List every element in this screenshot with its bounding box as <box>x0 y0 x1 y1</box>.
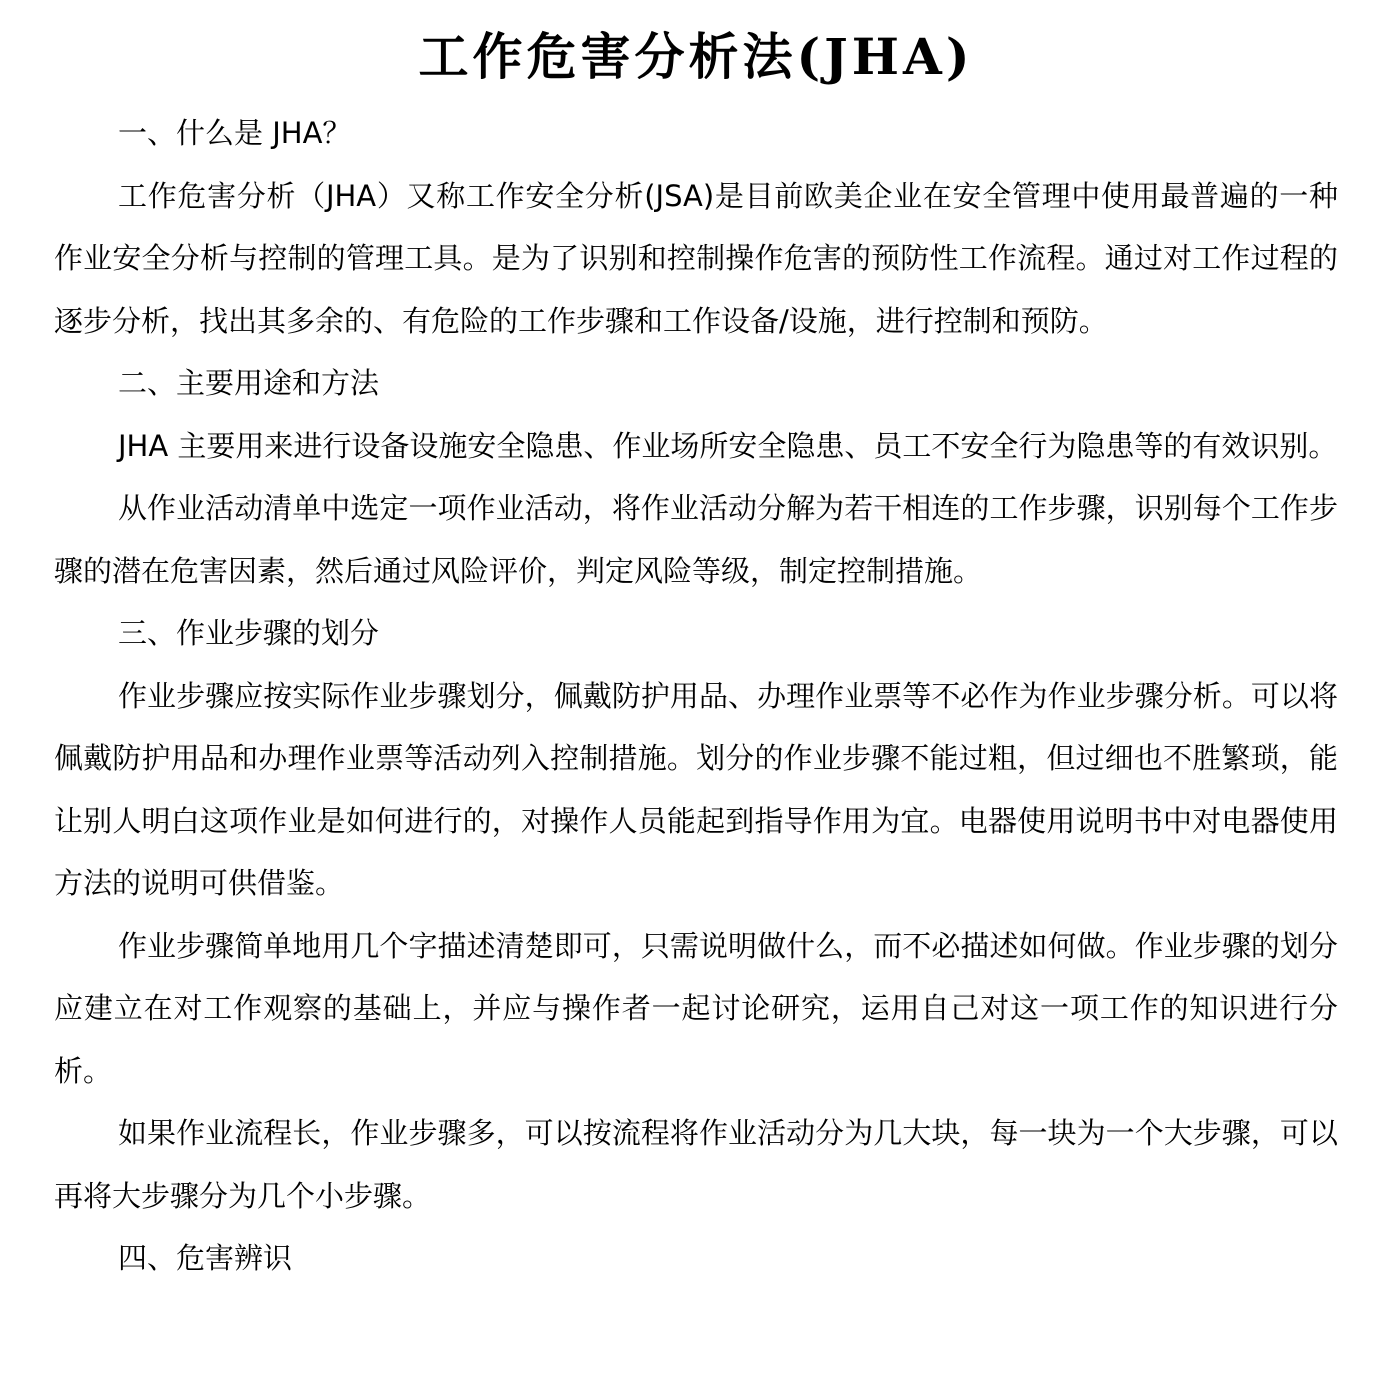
document-page <box>54 0 1338 1290</box>
section-heading-step-division: 三、作业步骤的划分 <box>118 616 380 650</box>
section-heading-uses-and-methods: 二、主要用途和方法 <box>118 366 380 400</box>
paragraph-step-division-rules: 作业步骤应按实际作业步骤划分，佩戴防护用品、办理作业票等不必作为作业步骤分析。可以将佩戴防护用品和办理作业票等活动列入控制措施。划分的作业步骤不能过粗，但过细也不胜繁琐，能让别人明白这项作业是如何进行的，对操作人员能起到指导作用为宜。电器使用说明书中对电器使用方法的说明可供借鉴。 <box>54 678 1338 900</box>
section-heading-hazard-identification: 四、危害辨识 <box>118 1241 293 1275</box>
paragraph-jha-uses: JHA 主要用来进行设备设施安全隐患、作业场所安全隐患、员工不安全行为隐患等的有效识别。 <box>118 428 1338 463</box>
paragraph-jha-method: 从作业活动清单中选定一项作业活动，将作业活动分解为若干相连的工作步骤，识别每个工作步骤的潜在危害因素，然后通过风险评价，判定风险等级，制定控制措施。 <box>54 491 1338 588</box>
document-title: 工作危害分析法(JHA) <box>418 27 974 86</box>
paragraph-jha-definition: 工作危害分析（JHA）又称工作安全分析(JSA)是目前欧美企业在安全管理中使用最普遍的一种作业安全分析与控制的管理工具。是为了识别和控制操作危害的预防性工作流程。通过对工作过程的逐步分析，找出其多余的、有危险的工作步骤和工作设备/设施，进行控制和预防。 <box>54 178 1338 338</box>
document-body <box>54 102 1338 1290</box>
paragraph-long-process: 如果作业流程长，作业步骤多，可以按流程将作业活动分为几大块，每一块为一个大步骤，可以再将大步骤分为几个小步骤。 <box>54 1116 1338 1213</box>
paragraph-step-description: 作业步骤简单地用几个字描述清楚即可，只需说明做什么，而不必描述如何做。作业步骤的划分应建立在对工作观察的基础上，并应与操作者一起讨论研究，运用自己对这一项工作的知识进行分析。 <box>54 928 1338 1088</box>
section-heading-what-is-jha: 一、什么是 JHA？ <box>118 116 352 150</box>
